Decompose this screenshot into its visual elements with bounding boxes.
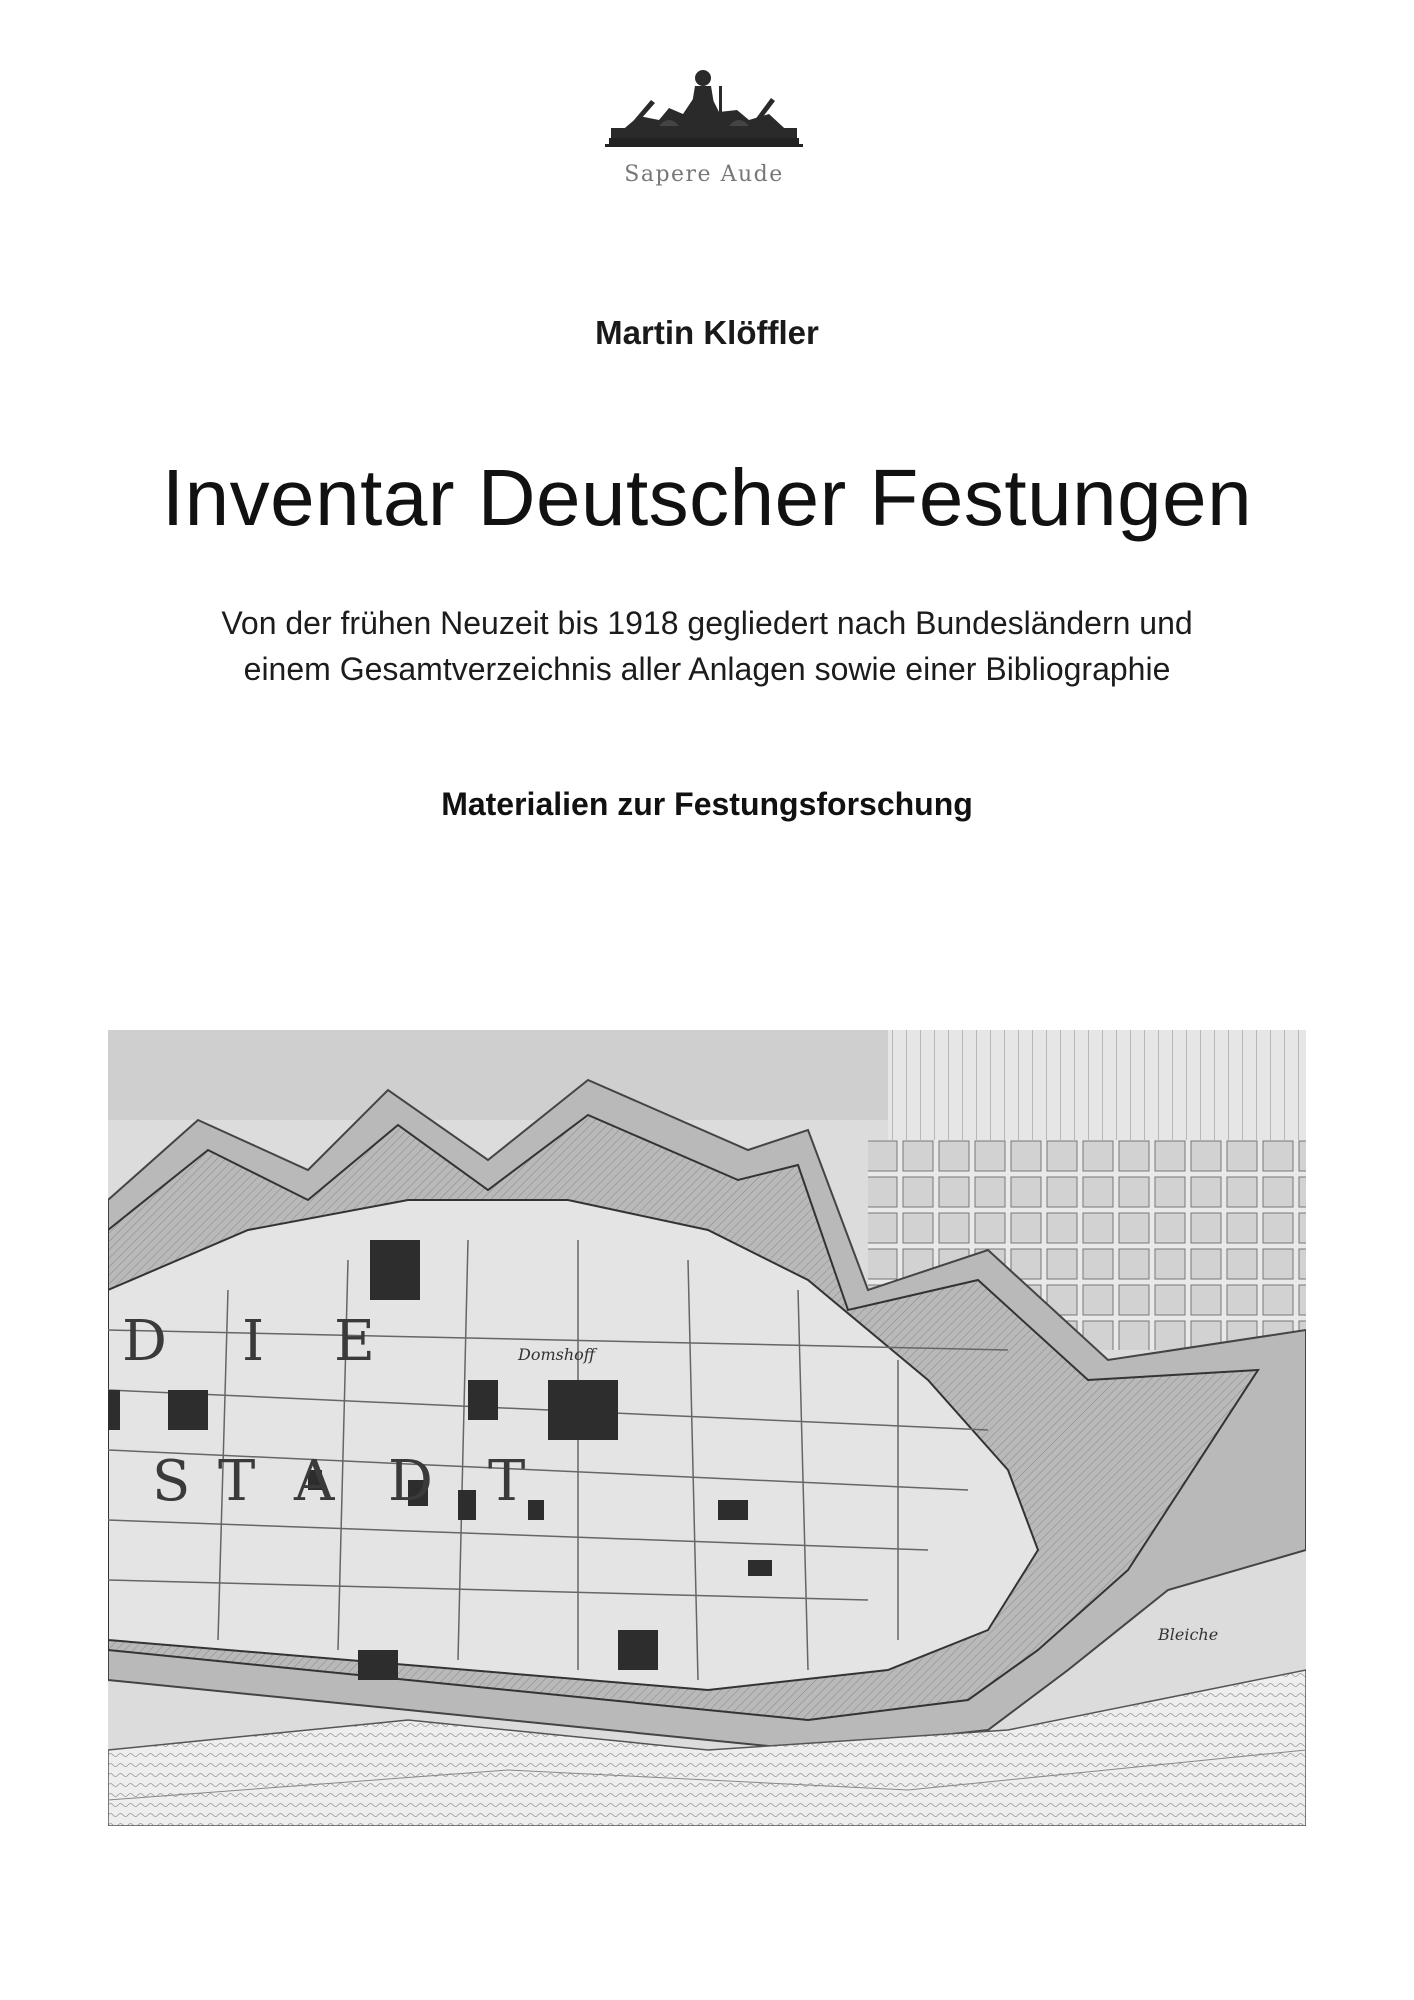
publisher-motto: Sapere Aude xyxy=(624,162,784,187)
svg-text:D: D xyxy=(388,1449,433,1514)
svg-text:T: T xyxy=(218,1449,256,1514)
svg-text:Bleiche: Bleiche xyxy=(1158,1625,1219,1644)
svg-text:A: A xyxy=(294,1449,335,1514)
book-subtitle xyxy=(0,600,1414,692)
subtitle-line-2: einem Gesamtverzeichnis aller Anlagen sowie einer Bibliographie xyxy=(243,651,1171,687)
series-title: Materialien zur Festungsforschung xyxy=(441,786,973,822)
author-name: Martin Klöffler xyxy=(595,314,819,351)
svg-text:S: S xyxy=(152,1449,191,1514)
book-title: Inventar Deutscher Festungen xyxy=(161,453,1253,542)
minerva-emblem-icon xyxy=(599,56,809,156)
subtitle-line-1: Von der frühen Neuzeit bis 1918 gegliedert nach Bundesländern und xyxy=(221,605,1193,641)
svg-text:E: E xyxy=(334,1309,375,1374)
svg-text:T: T xyxy=(488,1449,526,1514)
publisher-logo xyxy=(594,56,814,206)
svg-text:Domshoff: Domshoff xyxy=(518,1345,596,1364)
fortress-map-illustration xyxy=(108,1030,1306,1826)
svg-text:D: D xyxy=(122,1309,167,1374)
svg-text:I: I xyxy=(242,1309,265,1374)
